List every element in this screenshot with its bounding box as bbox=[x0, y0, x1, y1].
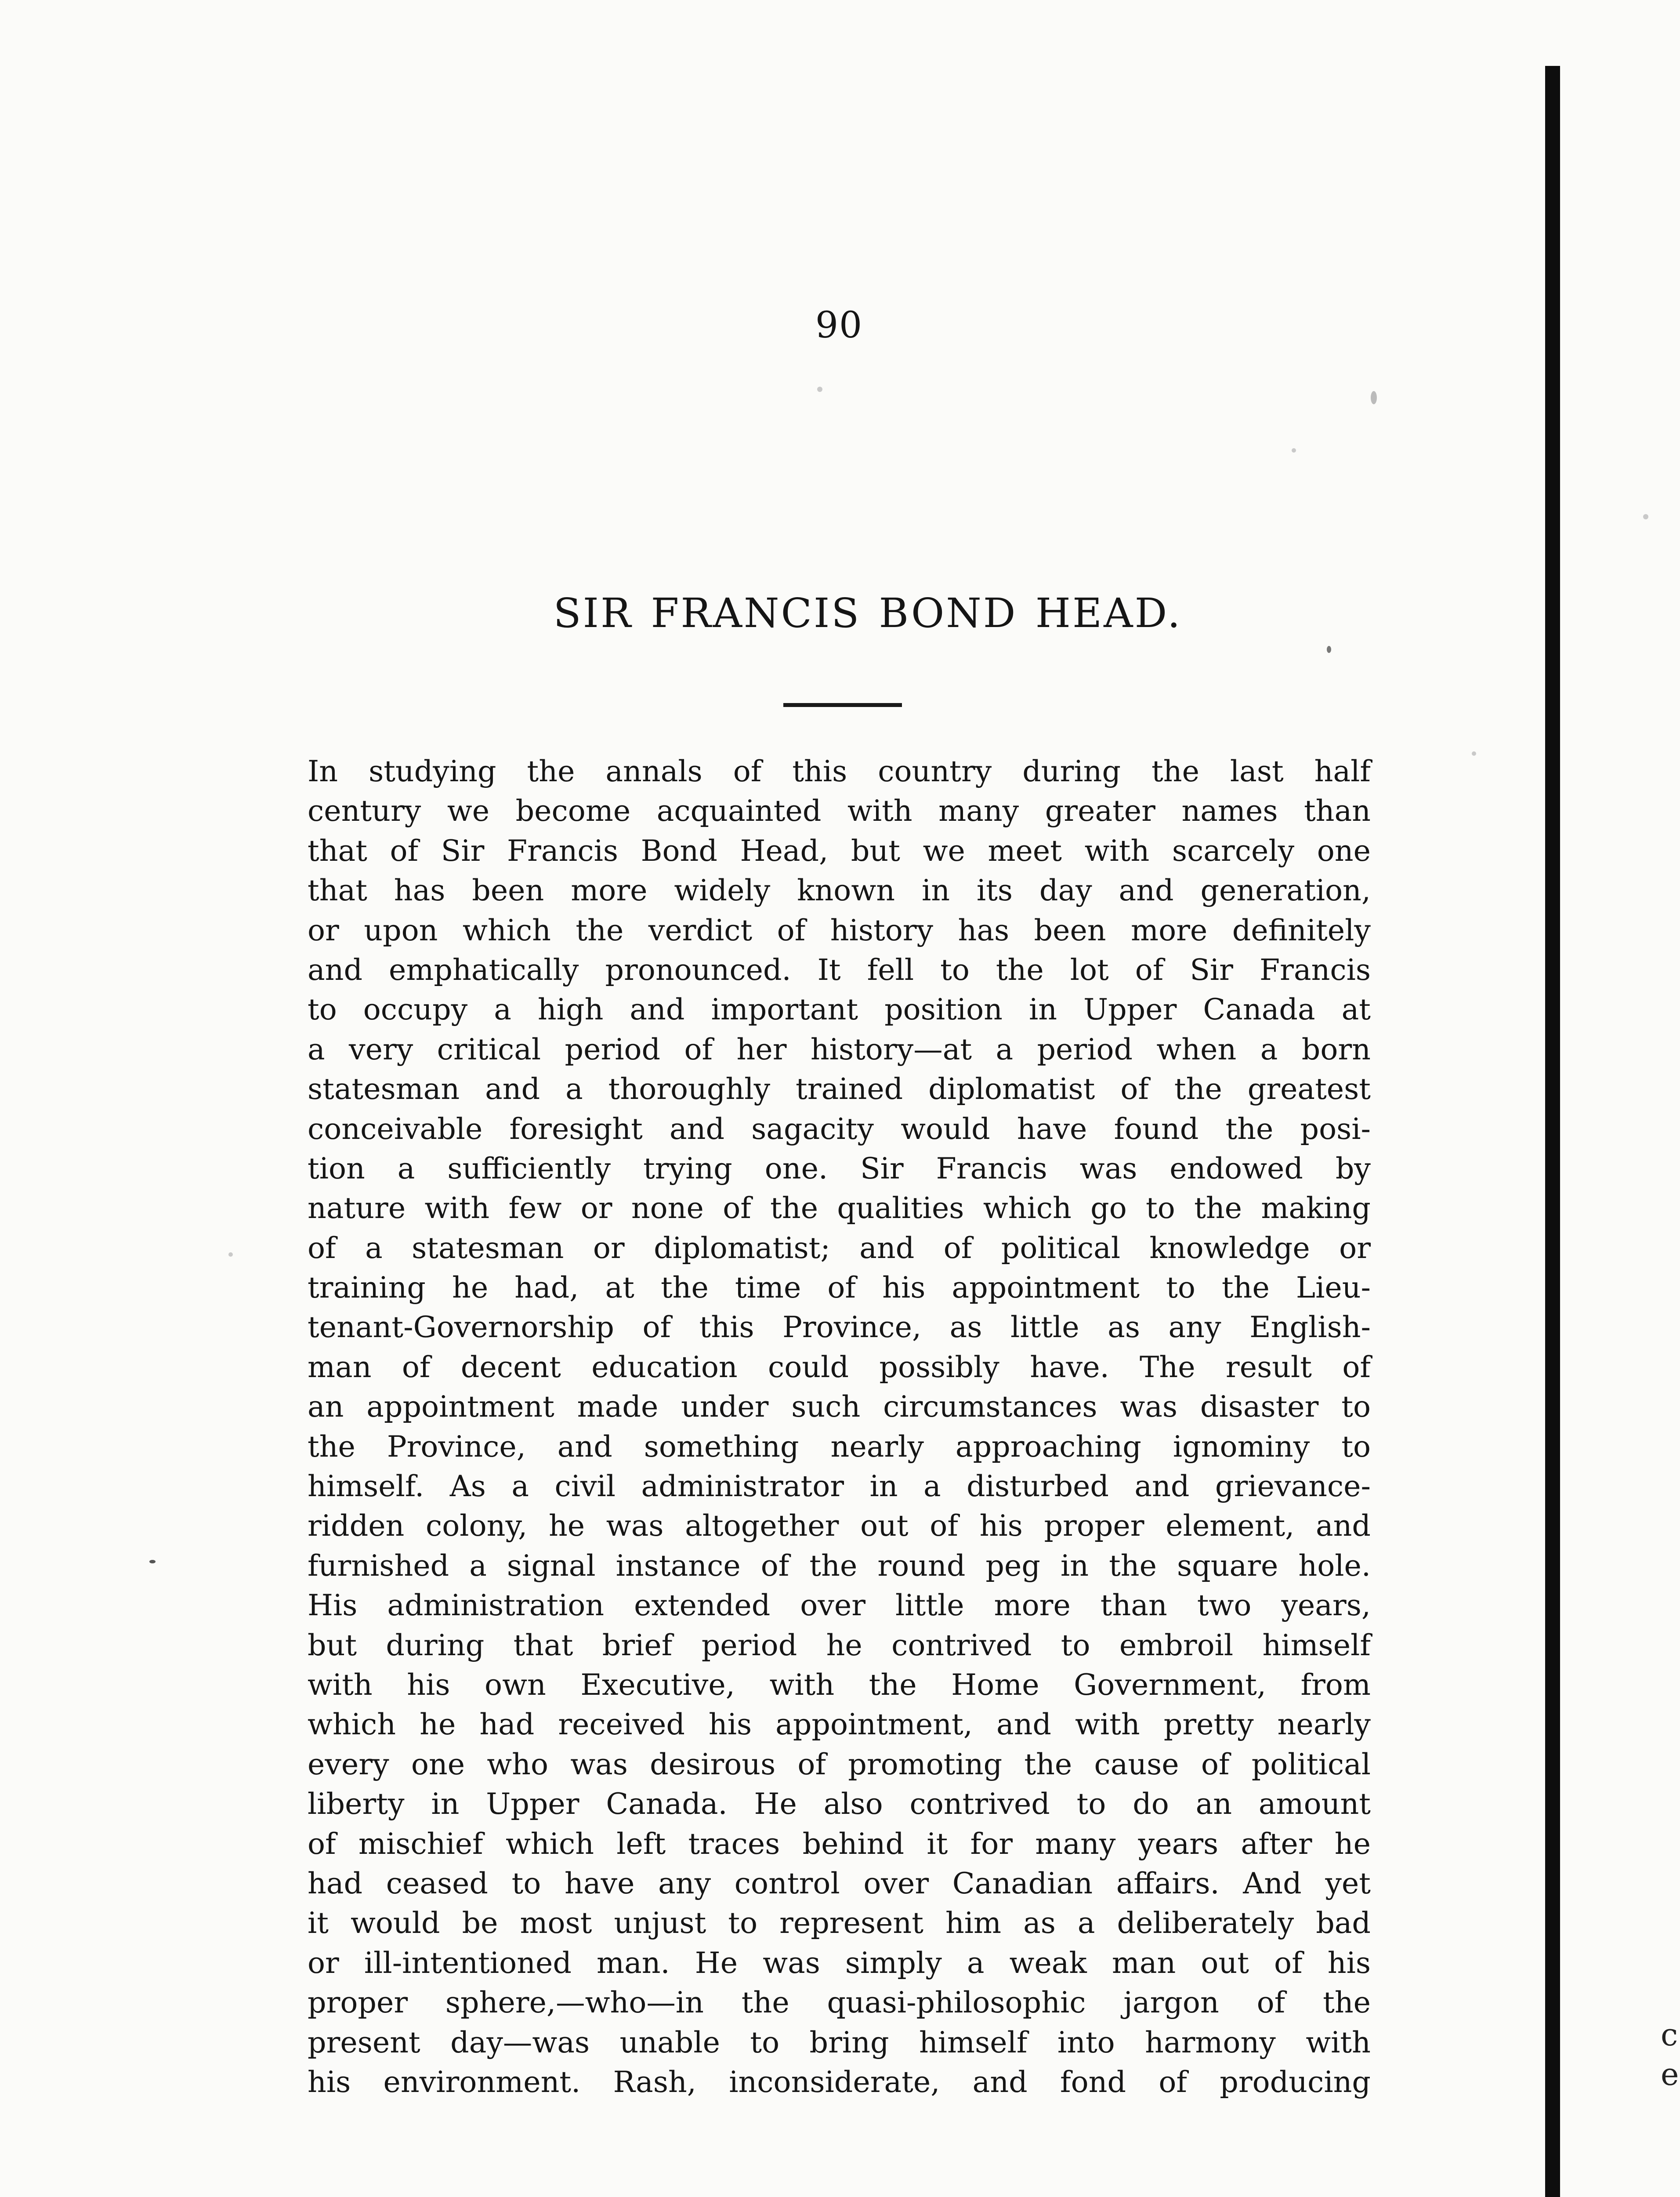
text-line bbox=[308, 2023, 1371, 2062]
text-line-content: His administration extended over little more than two years, bbox=[308, 1588, 1371, 1623]
text-line bbox=[308, 1744, 1371, 1784]
text-line bbox=[308, 1665, 1371, 1704]
text-line bbox=[308, 1983, 1371, 2022]
text-line-content: which he had received his appointment, and with pretty nearly bbox=[308, 1707, 1371, 1742]
text-line-content: training he had, at the time of his appointment to the Lieu- bbox=[308, 1270, 1371, 1305]
text-line bbox=[308, 1149, 1371, 1188]
text-line-content: proper sphere,—who—in the quasi-philosophic jargon of the bbox=[308, 1985, 1371, 2020]
scan-speck bbox=[1371, 391, 1377, 404]
text-line-content: the Province, and something nearly approaching ignominy to bbox=[308, 1429, 1371, 1464]
text-line-content: his environment. Rash, inconsiderate, and fond of producing bbox=[308, 2064, 1371, 2099]
text-line bbox=[308, 910, 1371, 950]
text-line-content: nature with few or none of the qualities which go to the making bbox=[308, 1191, 1371, 1225]
text-line-content: had ceased to have any control over Canadian affairs. And yet bbox=[308, 1866, 1371, 1900]
text-line bbox=[308, 1704, 1371, 1744]
text-line bbox=[308, 990, 1371, 1029]
scan-speck bbox=[1327, 646, 1331, 653]
scan-speck bbox=[817, 387, 822, 392]
text-line-content: to occupy a high and important position in Upper Canada at bbox=[308, 992, 1371, 1027]
margin-glyph-c: c bbox=[1661, 2017, 1678, 2053]
text-line-content: furnished a signal instance of the round peg in the square hole. bbox=[308, 1548, 1371, 1583]
text-line-content: with his own Executive, with the Home Government, from bbox=[308, 1667, 1371, 1702]
text-line-content: conceivable foresight and sagacity would have found the posi- bbox=[308, 1111, 1371, 1146]
text-line-content: an appointment made under such circumstances was disaster to bbox=[308, 1389, 1371, 1424]
text-line bbox=[308, 1625, 1371, 1665]
text-line-content: or upon which the verdict of history has been more definitely bbox=[308, 913, 1371, 947]
text-line bbox=[308, 751, 1371, 791]
text-line-content: but during that brief period he contrived to embroil himself bbox=[308, 1628, 1371, 1662]
text-line bbox=[308, 1903, 1371, 1943]
text-line bbox=[308, 1506, 1371, 1545]
text-line-content: present day—was unable to bring himself into harmony with bbox=[308, 2025, 1371, 2059]
text-line-content: In studying the annals of this country during the last half bbox=[308, 754, 1371, 788]
body-text bbox=[308, 751, 1371, 2102]
chapter-title: SIR FRANCIS BOND HEAD. bbox=[553, 590, 1182, 637]
text-line-content: that of Sir Francis Bond Head, but we meet with scarcely one bbox=[308, 833, 1371, 868]
text-line bbox=[308, 950, 1371, 990]
text-line bbox=[308, 1585, 1371, 1625]
title-rule bbox=[783, 703, 902, 707]
text-line-content: or ill-intentioned man. He was simply a weak man out of his bbox=[308, 1945, 1371, 1980]
text-line-content: century we become acquainted with many greater names than bbox=[308, 794, 1371, 828]
text-line bbox=[308, 1943, 1371, 1983]
scan-speck bbox=[228, 1252, 233, 1257]
text-line-content: of a statesman or diplomatist; and of political knowledge or bbox=[308, 1230, 1371, 1265]
text-line-content: a very critical period of her history—at a period when a born bbox=[308, 1032, 1371, 1066]
text-line bbox=[308, 1863, 1371, 1903]
text-line bbox=[308, 831, 1371, 870]
scan-speck bbox=[149, 1560, 156, 1563]
text-line bbox=[308, 1268, 1371, 1307]
text-line-content: man of decent education could possibly have. The result of bbox=[308, 1349, 1371, 1384]
text-line bbox=[308, 2062, 1371, 2102]
text-line-content: statesman and a thoroughly trained diplomatist of the greatest bbox=[308, 1072, 1371, 1106]
text-line bbox=[308, 1466, 1371, 1506]
text-line-content: ridden colony, he was altogether out of his proper element, and bbox=[308, 1508, 1371, 1543]
text-line bbox=[308, 1347, 1371, 1387]
text-line-content: liberty in Upper Canada. He also contrived to do an amount bbox=[308, 1787, 1371, 1821]
text-line bbox=[308, 1228, 1371, 1268]
text-line bbox=[308, 1387, 1371, 1426]
text-line-content: it would be most unjust to represent him as a deliberately bad bbox=[308, 1906, 1371, 1940]
text-line bbox=[308, 1784, 1371, 1824]
page-number: 90 bbox=[815, 305, 863, 346]
scan-speck bbox=[1472, 751, 1476, 756]
margin-glyph-e: e bbox=[1661, 2056, 1679, 2092]
text-line bbox=[308, 1824, 1371, 1863]
text-line-content: tenant-Governorship of this Province, as little as any English- bbox=[308, 1310, 1371, 1345]
text-line bbox=[308, 870, 1371, 910]
text-line bbox=[308, 1188, 1371, 1228]
text-line bbox=[308, 1069, 1371, 1109]
binding-edge-shadow bbox=[1545, 66, 1560, 2197]
text-line-content: that has been more widely known in its day and generation, bbox=[308, 873, 1371, 908]
text-line-content: every one who was desirous of promoting the cause of political bbox=[308, 1747, 1371, 1781]
text-line bbox=[308, 1109, 1371, 1149]
text-line bbox=[308, 1546, 1371, 1585]
text-line-content: and emphatically pronounced. It fell to the lot of Sir Francis bbox=[308, 952, 1371, 987]
text-line bbox=[308, 1427, 1371, 1466]
text-line-content: himself. As a civil administrator in a disturbed and grievance- bbox=[308, 1469, 1371, 1504]
scan-speck bbox=[1292, 448, 1296, 453]
text-line-content: tion a sufficiently trying one. Sir Francis was endowed by bbox=[308, 1151, 1371, 1186]
text-line bbox=[308, 1307, 1371, 1347]
text-line bbox=[308, 1030, 1371, 1069]
text-line bbox=[308, 791, 1371, 830]
text-line-content: of mischief which left traces behind it for many years after he bbox=[308, 1826, 1371, 1861]
scan-speck bbox=[1643, 514, 1648, 519]
